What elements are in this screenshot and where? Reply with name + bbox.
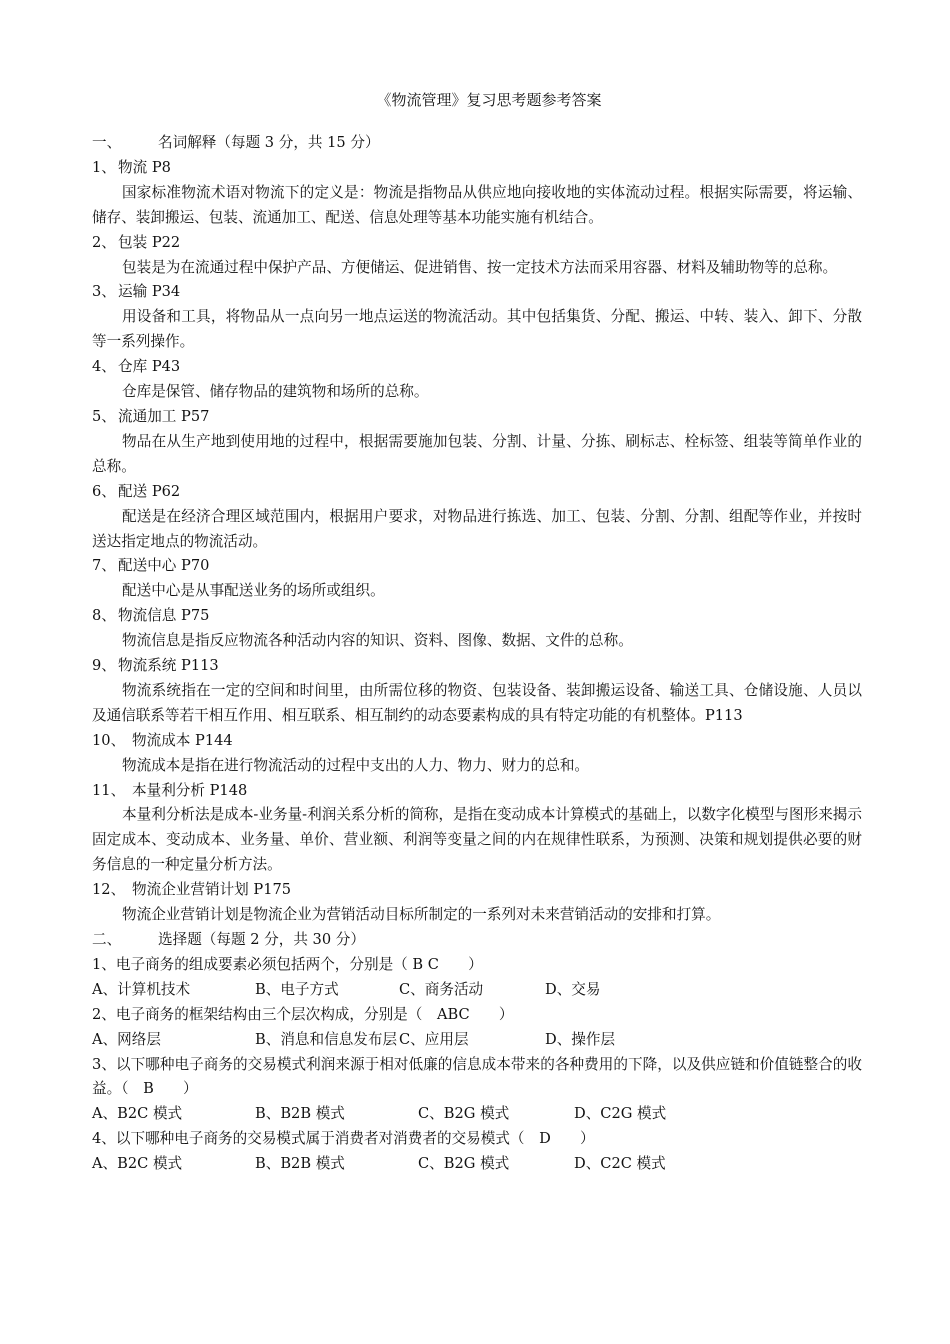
question-stem: 4、以下哪种电子商务的交易模式属于消费者对消费者的交易模式（ D ） [92,1130,595,1148]
term-title: 物流 P8 [118,158,171,176]
term-item [92,405,862,480]
term-definition: 用设备和工具，将物品从一点向另一地点运送的物流活动。其中包括集货、分配、搬运、中转、装入、卸下、分散等一系列操作。 [92,308,862,351]
term-number: 10、 [92,731,126,749]
term-number: 7、 [92,557,116,575]
term-number: 12、 [92,881,126,899]
term-heading [92,231,862,256]
term-definition: 国家标准物流术语对物流下的定义是：物流是指物品从供应地向接收地的实体流动过程。根据实际需要，将运输、储存、装卸搬运、包装、流通加工、配送、信息处理等基本功能实施有机结合。 [92,183,862,226]
option-d: D、C2G 模式 [574,1105,667,1123]
term-heading [92,779,862,804]
question-item [92,1003,862,1053]
option-c: C、B2G 模式 [418,1155,510,1173]
term-title: 物流系统 P113 [118,657,219,675]
option-a: A、B2C 模式 [92,1105,183,1123]
term-item [92,554,862,604]
question-stem: 3、以下哪种电子商务的交易模式利润来源于相对低廉的信息成本带来的各种费用的下降，以及供应链和价值链整合的收益。（ B ） [92,1055,862,1098]
term-item [92,355,862,405]
option-b: B、B2B 模式 [255,1155,345,1173]
option-d: D、操作层 [545,1030,616,1048]
term-definition: 物品在从生产地到使用地的过程中，根据需要施加包装、分割、计量、分拣、刷标志、栓标签、组装等简单作业的总称。 [92,432,862,475]
term-number: 11、 [92,781,126,799]
section-number: 二、 [92,931,122,948]
term-definition: 物流信息是指反应物流各种活动内容的知识、资料、图像、数据、文件的总称。 [122,632,633,650]
term-title: 运输 P34 [118,283,181,301]
term-heading [92,729,862,754]
term-heading [92,280,862,305]
option-row [92,978,862,1003]
option-a: A、计算机技术 [92,980,191,998]
term-number: 4、 [92,358,116,376]
term-item [92,156,862,231]
term-title: 流通加工 P57 [118,407,210,425]
term-title: 配送 P62 [118,482,181,500]
term-item [92,604,862,654]
option-row [92,1152,862,1177]
term-heading [92,355,862,380]
section-label: 选择题（每题 2 分，共 30 分） [158,931,365,948]
term-item [92,280,862,355]
term-definition: 配送是在经济合理区域范围内，根据用户要求，对物品进行拣选、加工、包装、分割、分割、组配等作业，并按时送达指定地点的物流活动。 [92,507,862,550]
term-number: 5、 [92,407,116,425]
term-heading [92,405,862,430]
term-title: 物流信息 P75 [118,607,210,625]
document-page [92,88,862,1177]
option-row [92,1028,862,1053]
term-heading [92,554,862,579]
term-item [92,654,862,729]
term-title: 包装 P22 [118,233,181,251]
question-stem: 2、电子商务的框架结构由三个层次构成，分别是（ ABC ） [92,1005,514,1023]
term-title: 仓库 P43 [118,358,181,376]
option-b: B、B2B 模式 [255,1105,345,1123]
question-item [92,1127,862,1177]
document-title: 《物流管理》复习思考题参考答案 [376,91,602,109]
term-item [92,878,862,928]
term-number: 2、 [92,233,116,251]
option-b: B、消息和信息发布层 [255,1030,398,1048]
question-item [92,953,862,1003]
term-title: 本量利分析 P148 [132,781,248,799]
term-definition: 仓库是保管、储存物品的建筑物和场所的总称。 [122,383,429,401]
term-definition: 本量利分析法是成本-业务量-利润关系分析的简称，是指在变动成本计算模式的基础上，以数字化模型与图形来揭示固定成本、变动成本、业务量、单价、营业额、利润等变量之间的内在规律性联系，为预测、决策和规划提供必要的财务信息的一种定量分析方法。 [92,806,862,874]
term-definition: 配送中心是从事配送业务的场所或组织。 [122,582,385,600]
question-stem: 1、电子商务的组成要素必须包括两个，分别是（ B C ） [92,955,483,973]
option-c: C、B2G 模式 [418,1105,510,1123]
option-d: D、C2C 模式 [574,1155,666,1173]
option-b: B、电子方式 [255,980,339,998]
term-title: 物流成本 P144 [132,731,233,749]
section-heading-1 [92,131,862,156]
term-list [92,156,862,928]
section-label: 名词解释（每题 3 分，共 15 分） [158,134,380,151]
option-c: C、应用层 [399,1030,469,1048]
option-a: A、B2C 模式 [92,1155,183,1173]
term-heading [92,156,862,181]
term-definition: 物流系统指在一定的空间和时间里，由所需位移的物资、包装设备、装卸搬运设备、输送工具、仓储设施、人员以及通信联系等若干相互作用、相互联系、相互制约的动态要素构成的具有特定功能的有机整体。P113 [92,681,862,724]
term-title: 配送中心 P70 [118,557,210,575]
term-heading [92,480,862,505]
term-title: 物流企业营销计划 P175 [132,881,292,899]
term-item [92,779,862,879]
section-number: 一、 [92,134,122,151]
term-number: 6、 [92,482,116,500]
term-number: 1、 [92,158,116,176]
term-item [92,729,862,779]
section-heading-2 [92,928,862,953]
term-heading [92,878,862,903]
option-row [92,1102,862,1127]
term-item [92,480,862,555]
option-d: D、交易 [545,980,601,998]
term-definition: 物流企业营销计划是物流企业为营销活动目标所制定的一系列对未来营销活动的安排和打算。 [122,906,721,924]
term-heading [92,654,862,679]
term-definition: 包装是为在流通过程中保护产品、方便储运、促进销售、按一定技术方法而采用容器、材料及辅助物等的总称。 [122,258,838,276]
option-a: A、网络层 [92,1030,161,1048]
question-list [92,953,862,1177]
term-number: 8、 [92,607,116,625]
term-number: 9、 [92,657,116,675]
question-item [92,1053,862,1128]
term-definition: 物流成本是指在进行物流活动的过程中支出的人力、物力、财力的总和。 [122,756,590,774]
option-c: C、商务活动 [399,980,484,998]
term-number: 3、 [92,283,116,301]
term-item [92,231,862,281]
term-heading [92,604,862,629]
